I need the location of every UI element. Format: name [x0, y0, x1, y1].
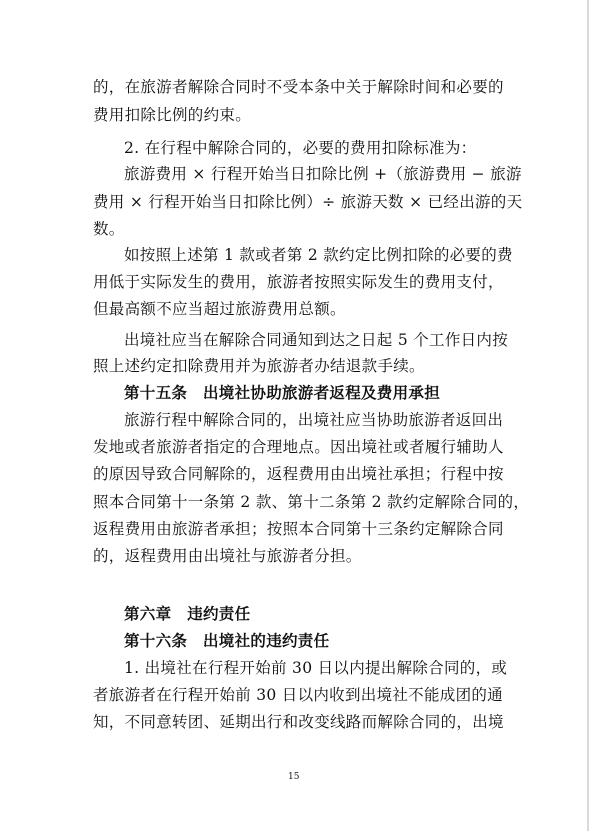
text-line: 但最高额不应当超过旅游费用总额。	[93, 300, 346, 318]
formula-line: 费用 × 行程开始当日扣除比例）÷ 旅游天数 × 已经出游的天	[93, 193, 523, 211]
text-line: 1. 出境社在行程开始前 30 日以内提出解除合同的，或	[124, 659, 508, 677]
article-heading: 第十五条 出境社协助旅游者返程及费用承担	[124, 383, 441, 402]
text-line: 如按照上述第 1 款或者第 2 款约定比例扣除的必要的费	[124, 246, 513, 264]
text-line: 照本合同第十一条第 2 款、第十二条第 2 款约定解除合同的，	[93, 493, 530, 511]
text-line: 费用扣除比例的约束。	[93, 106, 252, 124]
text-line: 知，不同意转团、延期出行和改变线路而解除合同的，出境	[93, 713, 504, 731]
text-line: 的，返程费用由出境社与旅游者分担。	[93, 547, 362, 565]
text-line: 数。	[93, 220, 125, 238]
text-line: 旅游行程中解除合同的，出境社应当协助旅游者返回出	[124, 411, 504, 429]
article-heading: 第十六条 出境社的违约责任	[124, 631, 330, 650]
text-line: 发地或者旅游者指定的合理地点。因出境社或者履行辅助人	[93, 438, 504, 456]
text-line: 2. 在行程中解除合同的，必要的费用扣除标准为：	[124, 139, 477, 157]
text-line: 出境社应当在解除合同通知到达之日起 5 个工作日内按	[124, 331, 509, 349]
text-line: 者旅游者在行程开始前 30 日以内收到出境社不能成团的通	[93, 686, 503, 704]
page-number: 15	[288, 772, 300, 782]
text-line: 用低于实际发生的费用，旅游者按照实际发生的费用支付，	[93, 273, 504, 291]
chapter-heading: 第六章 违约责任	[124, 604, 251, 623]
text-line: 照上述约定扣除费用并为旅游者办结退款手续。	[93, 357, 425, 375]
text-line: 返程费用由旅游者承担；按照本合同第十三条约定解除合同	[93, 520, 504, 538]
formula-line: 旅游费用 × 行程开始当日扣除比例 +（旅游费用 − 旅游	[124, 165, 522, 183]
text-line: 的原因导致合同解除的，返程费用由出境社承担；行程中按	[93, 465, 504, 483]
text-line: 的，在旅游者解除合同时不受本条中关于解除时间和必要的	[93, 78, 504, 96]
